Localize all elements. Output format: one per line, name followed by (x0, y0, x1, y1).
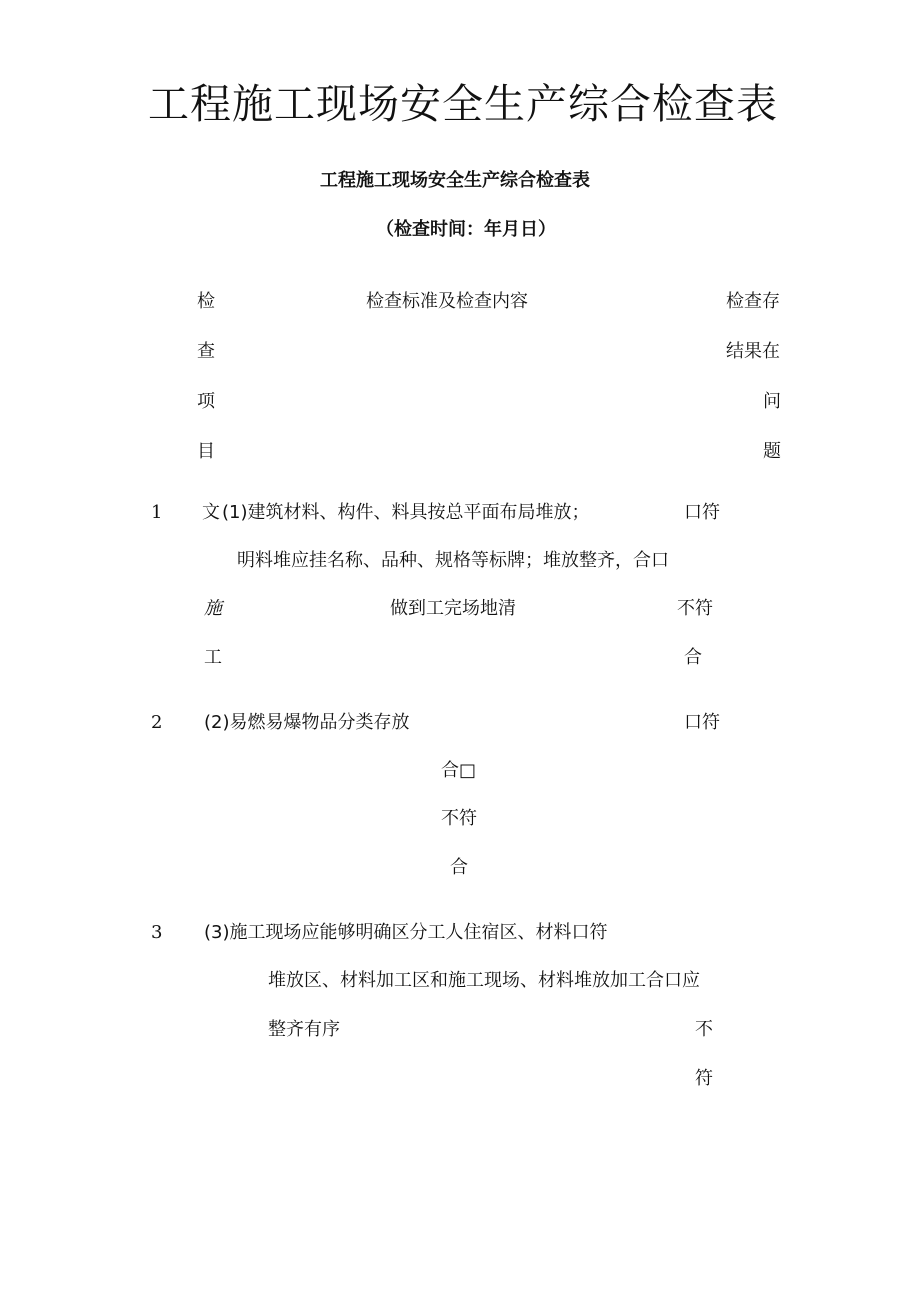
row-content-line: 堆放区、材料加工区和施工现场、材料堆放加工合口应 (268, 970, 700, 991)
row-result: 合 (450, 857, 468, 878)
row-content-line: 做到工完场地清 (390, 598, 516, 619)
row-content-line: (3)施工现场应能够明确区分工人住宿区、材料口符 (204, 922, 608, 943)
header-issue: 存 (762, 291, 780, 312)
check-time: （检查时间：年月日） (376, 219, 556, 240)
row-item-char: 施 (204, 598, 222, 619)
row-number: 2 (151, 712, 163, 733)
header-result: 检查 (726, 291, 762, 312)
row-result: 合□ (441, 760, 477, 781)
row-result: 符 (695, 1068, 713, 1089)
row-result: 口符 (684, 502, 720, 523)
header-item-char: 目 (197, 441, 215, 462)
row-number: 1 (151, 502, 163, 523)
row-content-line: 明料堆应挂名称、品种、规格等标牌；堆放整齐，合口 (237, 550, 669, 571)
row-item-char: 工 (204, 647, 222, 668)
row-content-line: (1)建筑材料、构件、料具按总平面布局堆放； (222, 502, 590, 523)
header-issue: 问 (763, 391, 781, 412)
header-item-char: 查 (197, 341, 215, 362)
row-item-char: 文 (202, 502, 220, 523)
row-result: 不 (695, 1019, 713, 1040)
page-subtitle: 工程施工现场安全生产综合检查表 (320, 170, 590, 191)
row-content-line: 整齐有序 (268, 1019, 340, 1040)
page-title: 工程施工现场安全生产综合检查表 (148, 80, 778, 128)
header-issue: 在 (762, 341, 780, 362)
header-issue: 题 (763, 441, 781, 462)
row-result: 口符 (684, 712, 720, 733)
row-result: 合 (684, 647, 702, 668)
row-result: 不符 (677, 598, 713, 619)
row-number: 3 (151, 922, 163, 943)
row-result: 不符 (441, 808, 477, 829)
header-content: 检查标准及检查内容 (366, 291, 528, 312)
header-result: 结果 (726, 341, 762, 362)
header-item-char: 检 (197, 291, 215, 312)
row-content-line: (2)易燃易爆物品分类存放 (204, 712, 410, 733)
header-item-char: 项 (197, 391, 215, 412)
